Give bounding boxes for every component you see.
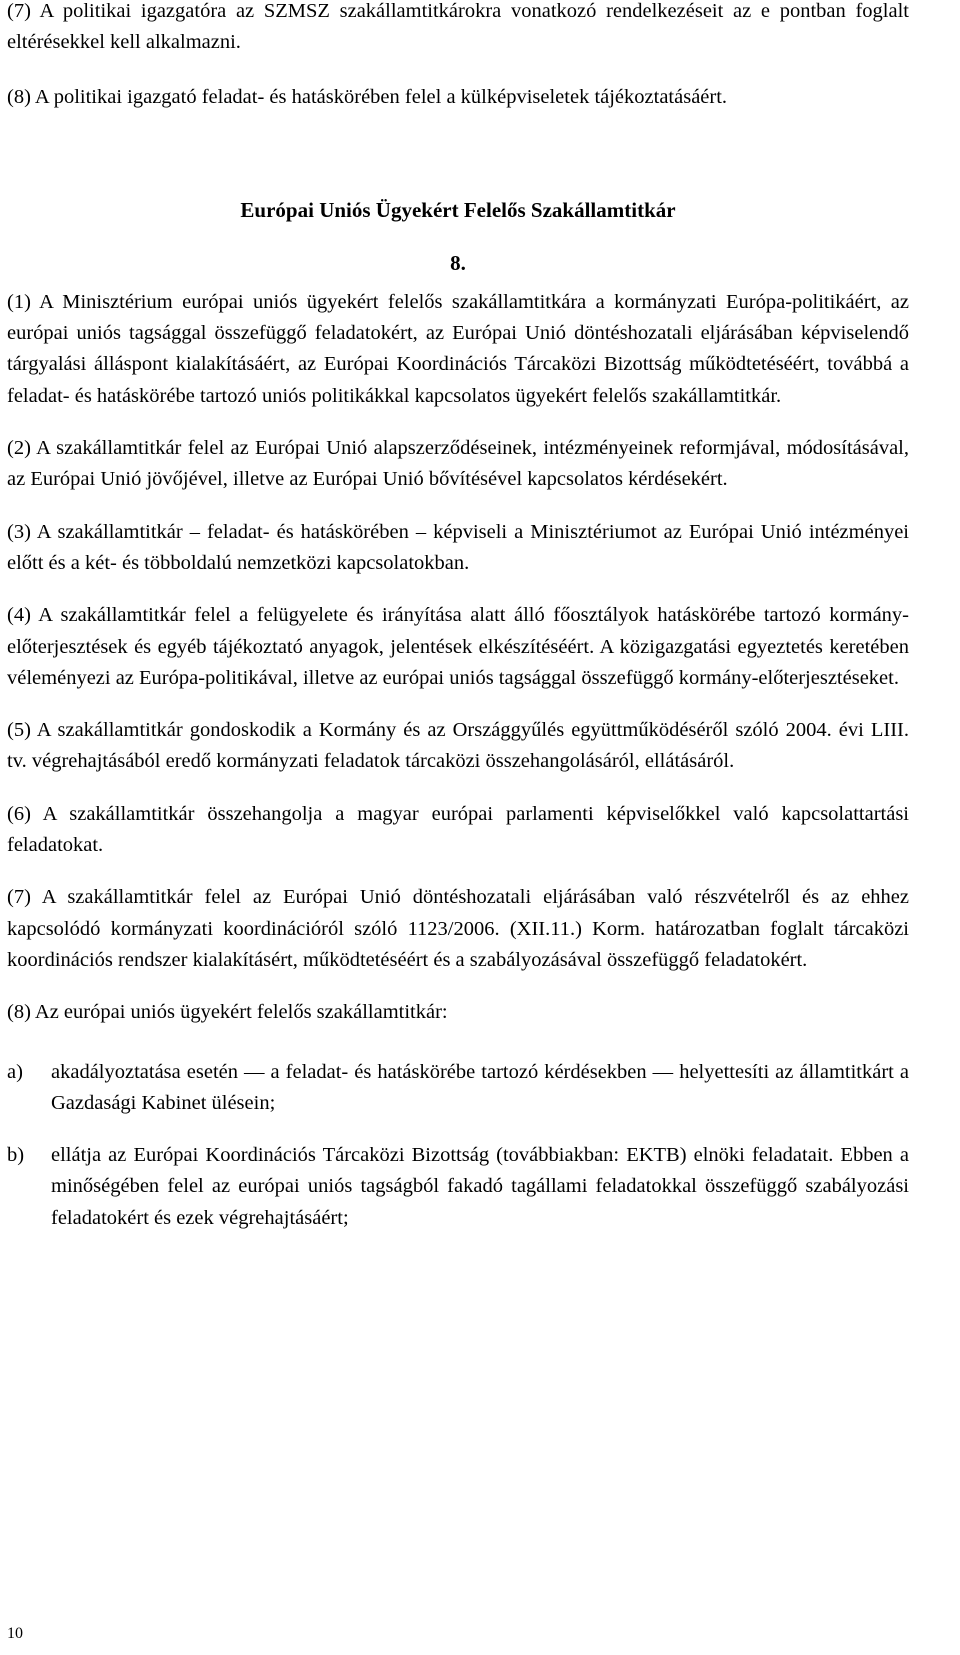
section-number: 8.	[450, 250, 466, 275]
paragraph-3: (3) A szakállamtitkár – feladat- és hatáskörében – képviseli a Minisztériumot az Európai Unió intézményei előtt és a két- és többoldalú nemzetközi kapcsolatokban.	[7, 520, 909, 574]
list-marker-b: b)	[7, 1144, 25, 1167]
section-heading: Európai Uniós Ügyekért Felelős Szakállamtitkár	[240, 197, 676, 222]
list-item-a	[7, 1057, 909, 1120]
document-body	[7, 0, 909, 1234]
list-text-b: ellátja az Európai Koordinációs Tárcaközi Bizottság (továbbiakban: EKTB) elnöki feladatait. Ebben a minőségében felel az európai uniós tagságból fakadó tagállami feladatokkal összefüggő szabályozási feladatokért és ezek végrehajtásáért;	[51, 1144, 909, 1229]
paragraph-6: (6) A szakállamtitkár összehangolja a magyar európai parlamenti képviselőkkel való kapcsolattartási feladatokat.	[7, 802, 909, 857]
paragraph-1: (1) A Minisztérium európai uniós ügyekért felelős szakállamtitkára a kormányzati Európa-politikáért, az európai uniós tagsággal összefüggő feladatokért, az Európai Unió döntéshozatali eljárásában képviselendő tárgyalási álláspont kialakításáért, az Európai Koordinációs Tárcaközi Bizottság működtetéséért, továbbá a feladat- és hatáskörébe tartozó uniós politikákkal kapcsolatos ügyekért felelős szakállamtitkár.	[7, 290, 909, 407]
paragraph-7: (7) A szakállamtitkár felel az Európai Unió döntéshozatali eljárásában való részvételről és az ehhez kapcsolódó kormányzati koordinációról szóló 1123/2006. (XII.11.) Korm. határozatban foglalt tárcaközi koordinációs rendszer kialakításért, működtetéséért és a szabályozásával összefüggő feladatokért.	[7, 886, 909, 971]
paragraph-5: (5) A szakállamtitkár gondoskodik a Kormány és az Országgyűlés együttműködéséről szóló 2004. évi LIII. tv. végrehajtásából eredő kormányzati feladatok tárcaközi összehangolásáról, ellátásáról.	[7, 719, 909, 773]
paragraph-4: (4) A szakállamtitkár felel a felügyelete és irányítása alatt álló főosztályok hatáskörébe tartozó kormány-előterjesztések és egyéb tájékoztató anyagok, jelentések elkészítéséért. A közigazgatási egyeztetés keretében véleményezi az Európa-politikával, illetve az európai uniós tagsággal összefüggő kormány-előterjesztéseket.	[7, 604, 909, 689]
paragraph-2: (2) A szakállamtitkár felel az Európai Unió alapszerződéseinek, intézményeinek reformjával, módosításával, az Európai Unió jövőjével, illetve az Európai Unió bővítésével kapcsolatos kérdésekért.	[7, 437, 909, 491]
page-number: 10	[7, 1625, 23, 1642]
paragraph-7-political-director: (7) A politikai igazgatóra az SZMSZ szakállamtitkárokra vonatkozó rendelkezéseit az e pontban foglalt eltérésekkel kell alkalmazni.	[7, 0, 909, 54]
paragraph-8: (8) Az európai uniós ügyekért felelős szakállamtitkár:	[7, 1001, 448, 1024]
list-text-a: akadályoztatása esetén ― a feladat- és hatáskörébe tartozó kérdésekben ― helyettesíti az államtitkárt a Gazdasági Kabinet ülésein;	[51, 1060, 909, 1114]
list-item-b	[7, 1140, 909, 1234]
paragraph-8-political-director: (8) A politikai igazgató feladat- és hatáskörében felel a külképviseletek tájékoztatásáért.	[7, 85, 728, 108]
list-marker-a: a)	[7, 1060, 23, 1083]
